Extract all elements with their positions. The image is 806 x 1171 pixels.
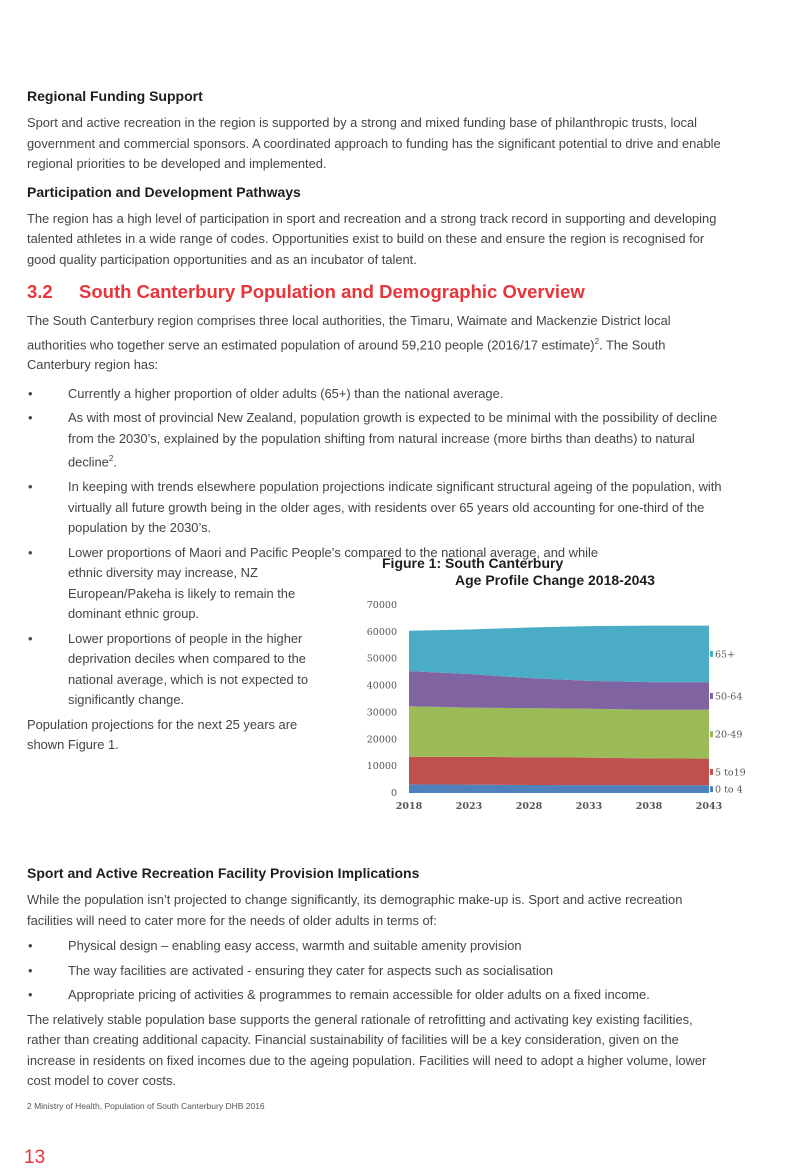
x-tick-label: 2018 [395,801,423,813]
x-tick-label: 2033 [575,801,603,813]
list-item: • The way facilities are activated - ensuring they cater for aspects such as socialisation [27,961,727,982]
facility-bullets [27,936,727,1006]
funding-heading: Regional Funding Support [27,88,203,104]
legend-swatch [710,693,713,699]
intro-end: . The South Canterbury region has: [27,336,666,373]
x-tick-label: 2043 [695,801,723,813]
section-intro [27,311,727,376]
y-tick-label: 40000 [366,680,397,692]
list-item: • In keeping with trends elsewhere population projections indicate significant structural ageing of the population, with virtually all future growth being in the older ages, with residents over 65 years old accounting for one-third of the population by the 2030’s. [27,477,727,539]
legend-label: 20-49 [715,729,743,741]
y-tick-label: 30000 [366,707,397,719]
section-title: South Canterbury Population and Demographic Overview [79,281,585,302]
participation-section [27,184,727,271]
legend-label: 50-64 [715,691,743,703]
area-series-1 [409,757,709,785]
age-profile-chart [327,555,747,855]
continued-bullets [27,563,337,711]
legend-label: 5 to19 [715,767,746,779]
y-tick-label: 70000 [366,600,397,612]
chart-title-line1: Figure 1: South Canterbury [382,555,564,572]
bullet-end: . [113,454,117,470]
y-tick-label: 0 [390,788,397,800]
bullet-text: ethnic diversity may increase, NZ European/Pakeha is likely to remain the dominant ethnic group. [68,565,296,622]
list-item: • Lower proportions of people in the higher deprivation deciles when compared to the national average, which is not expected to significantly change. [27,629,337,711]
page-number: 13 [24,1147,46,1168]
legend-label: 0 to 4 [715,784,743,796]
facility-closing: The relatively stable population base supports the general rationale of retrofitting and activating key existing facilities, rather than creating additional capacity. Financial sustainability of facilities will be a key consideration, given on the increase in residents on fixed incomes due to the ageing population. Facilities will need to adopt a higher volume, lower cost model to cover costs. [27,1011,707,1089]
area-series-0 [409,784,709,793]
chart-title-line2: Age Profile Change 2018-2043 [455,572,655,589]
intro-footnote-ref: 2 [594,336,600,346]
y-tick-label: 10000 [366,761,397,773]
facility-heading: Sport and Active Recreation Facility Provision Implications [27,865,420,882]
y-tick-label: 20000 [366,734,397,746]
list-item-continued [27,563,337,625]
y-tick-label: 60000 [366,626,397,638]
list-item: • Lower proportions of Maori and Pacific People’s compared to the national average, and while [27,543,727,564]
bullet-footnote-ref: 2 [108,454,114,464]
list-item [27,408,727,473]
projection-text: Population projections for the next 25 years are shown Figure 1. [27,716,298,753]
funding-section [27,88,727,175]
legend-swatch [710,731,713,737]
participation-text: The region has a high level of participation in sport and recreation and a strong track record in supporting and developing talented athletes in a wide range of codes. Opportunities exist to build on these and ensure the region is recognised for good quality participation opportunities and as an incubator of talent. [27,210,717,267]
legend-swatch [710,651,713,657]
legend-label: 65+ [715,649,736,661]
list-item: • Currently a higher proportion of older adults (65+) than the national average. [27,384,727,405]
y-tick-label: 50000 [366,653,397,665]
participation-heading: Participation and Development Pathways [27,183,301,200]
funding-text: Sport and active recreation in the region is supported by a strong and mixed funding base of philanthropic trusts, local government and commercial sponsors. A coordinated approach to funding has the significant potential to drive and enable regional priorities to be developed and implemented. [27,115,721,171]
facility-section [27,865,727,1092]
x-tick-label: 2028 [515,801,543,813]
section-number: 3.2 [27,281,53,302]
page-content [27,88,746,1111]
split-left-text [27,563,337,756]
x-tick-label: 2038 [635,801,663,813]
bullet-text: As with most of provincial New Zealand, population growth is expected to be minimal with the possibility of decline from the 2030’s, explained by the population shifting from natural increase (more births than deaths) to natural decline [68,410,718,470]
demographic-bullets [27,384,727,563]
section-heading [27,281,727,303]
list-item: • Physical design – enabling easy access, warmth and suitable amenity provision [27,936,727,957]
footnote: 2 Ministry of Health, Population of South Canterbury DHB 2016 [27,1100,265,1111]
chart-plot [327,555,747,855]
chart-split [27,555,746,863]
legend-swatch [710,769,713,775]
list-item: • Appropriate pricing of activities & programmes to remain accessible for older adults on a fixed income. [27,985,727,1006]
area-series-2 [409,706,709,758]
x-tick-label: 2023 [455,801,483,813]
bullet-mask [27,563,37,583]
facility-intro: While the population isn’t projected to change significantly, its demographic make-up is. Sport and active recreation facilities will need to cater more for the needs of older adults in terms of: [27,892,683,928]
intro-text: The South Canterbury region comprises three local authorities, the Timaru, Waimate and Mackenzie District local authorities who together serve an estimated population of around 59,210 people (2016/17 estimate) [27,313,671,352]
legend-swatch [710,786,713,792]
